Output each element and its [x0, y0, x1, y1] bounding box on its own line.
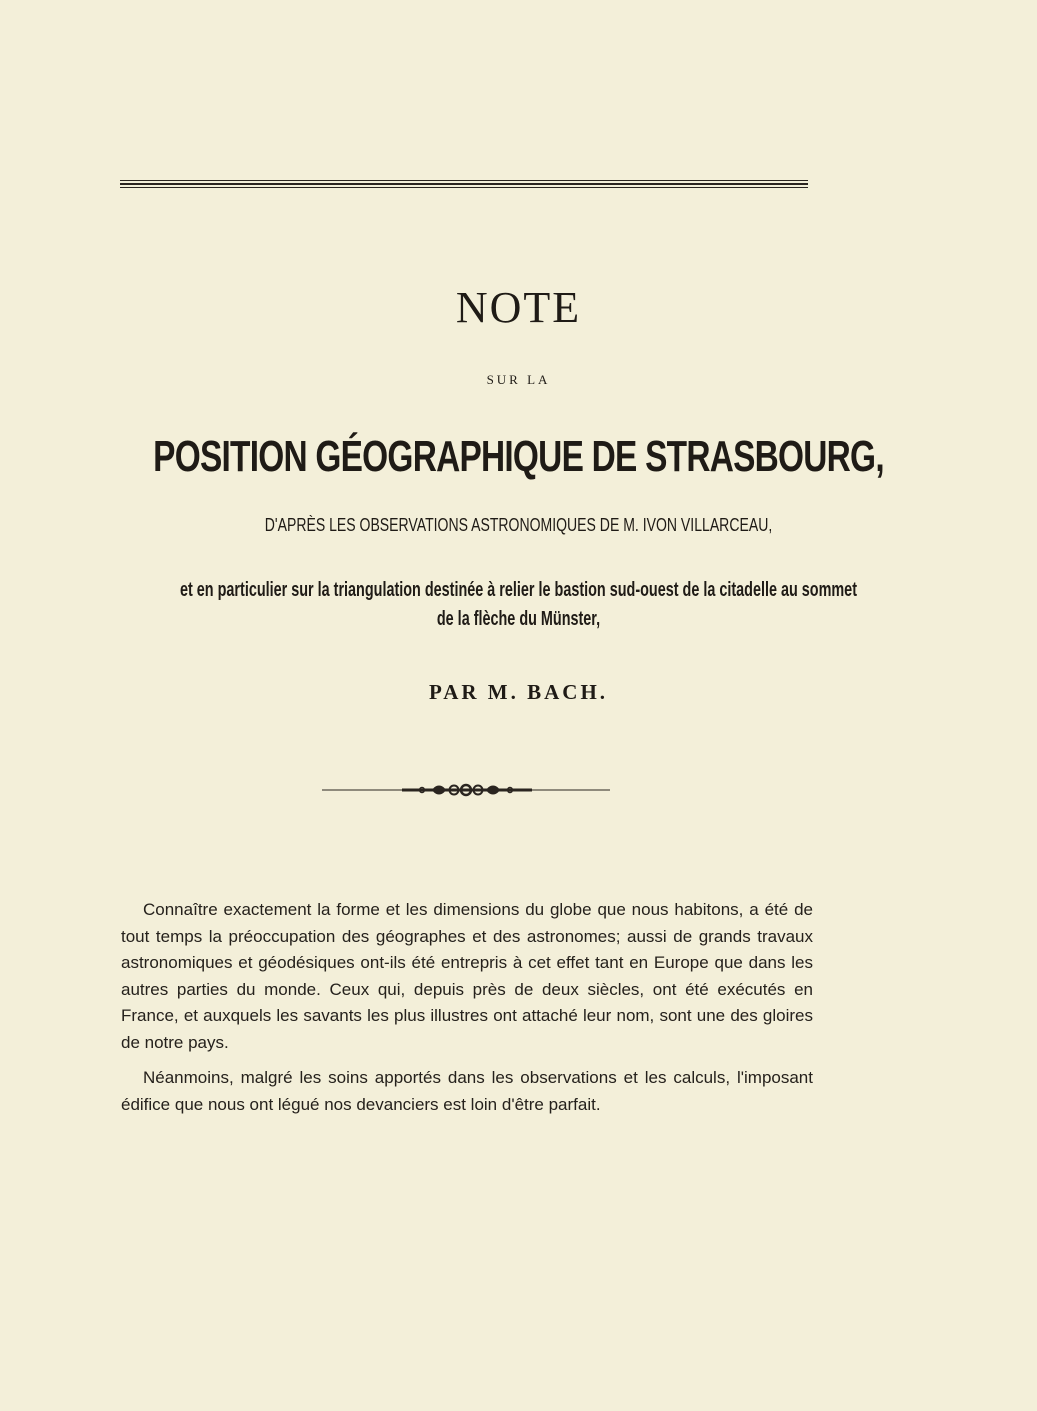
subtitle: D'APRÈS LES OBSERVATIONS ASTRONOMIQUES DE M. IVON VILLARCEAU, — [264, 515, 773, 535]
title-connector: SUR LA — [486, 372, 551, 387]
page-title: NOTE — [455, 283, 582, 332]
paragraph: Connaître exactement la forme et les dimensions du globe que nous habitons, a été de tout temps la préoccupation des géographes et des astronomes; aussi de grands travaux astronomiques et géodésiques ont-ils été entrepris à cet effet tant en Europe que dans les autres parties du monde. Ceux qui, depuis près de deux siècles, ont été exécutés en France, et auxquels les savants les plus illustres ont attaché leur nom, sont une des gloires de notre pays. — [121, 900, 813, 1052]
author-line: PAR M. BACH. — [428, 680, 609, 704]
paragraph: Néanmoins, malgré les soins apportés dans les observations et les calculs, l'imposant édifice que nous ont légué nos devanciers est loin d'être parfait. — [121, 1068, 813, 1114]
description-line-2: de la flèche du Münster, — [436, 608, 601, 630]
body-text — [121, 897, 813, 1118]
main-title: POSITION GÉOGRAPHIQUE DE STRASBOURG, — [153, 432, 884, 481]
top-double-rule — [120, 180, 808, 188]
description-line-1: et en particulier sur la triangulation destinée à relier le bastion sud-ouest de la citadelle au sommet — [179, 579, 857, 601]
ornament-divider-icon — [322, 782, 610, 798]
